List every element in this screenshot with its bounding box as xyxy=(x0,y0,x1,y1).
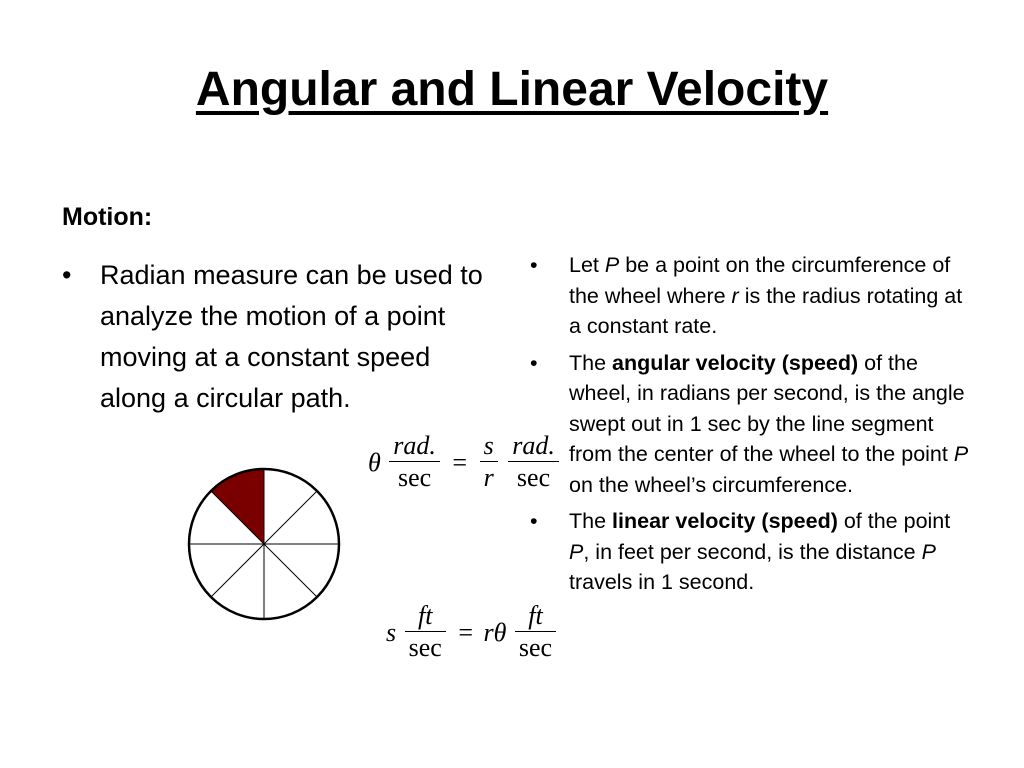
wheel-spoke xyxy=(264,491,317,544)
bullet-text-part: be a point on the circumference of the wheel where xyxy=(569,253,951,308)
angular-velocity-formula xyxy=(368,431,561,494)
bullet-text-part: The xyxy=(569,509,613,533)
highlighted-sector xyxy=(211,469,264,544)
point-p-var: P xyxy=(604,253,620,277)
theta-symbol: θ xyxy=(368,447,381,477)
left-bullet-text: Radian measure can be used to analyze the motion of a point moving at a constant speed along a circular path. xyxy=(100,260,483,413)
denominator: sec xyxy=(508,461,559,494)
bullet-text-part: Let xyxy=(569,253,605,277)
fraction xyxy=(508,431,559,494)
bullet-text-part: , in feet per second, is the distance xyxy=(583,539,922,564)
point-p-var: P xyxy=(921,539,936,564)
numerator: s xyxy=(483,431,494,460)
equals-sign: = xyxy=(458,617,473,647)
right-bullet-item xyxy=(530,250,970,342)
slide-title: Angular and Linear Velocity xyxy=(195,63,829,116)
s-symbol: s xyxy=(386,617,397,647)
denominator: sec xyxy=(405,631,446,664)
point-p-var: P xyxy=(569,539,584,564)
numerator: rad. xyxy=(393,431,436,460)
bullet-icon: • xyxy=(530,253,538,277)
fraction xyxy=(405,601,446,664)
bullet-text-part: on the wheel’s circumference. xyxy=(569,472,854,497)
motion-heading: Motion: xyxy=(62,203,153,231)
bullet-text-part: The xyxy=(569,350,613,375)
numerator: rad. xyxy=(512,431,555,460)
bullet-icon: • xyxy=(62,260,72,290)
denominator: sec xyxy=(389,461,440,494)
bullet-text-part: of the wheel, in radians per second, is the angle swept out in 1 sec by the line segment from the center of the wheel to the point xyxy=(569,350,965,466)
denominator: r xyxy=(480,461,498,494)
bullet-icon: • xyxy=(530,509,538,533)
bullet-text-part: is the radius rotating at a constant rate. xyxy=(569,283,963,338)
fraction xyxy=(480,431,498,494)
fraction xyxy=(389,431,440,494)
linear-velocity-formula xyxy=(386,601,558,664)
linear-velocity-term: linear velocity (speed) xyxy=(612,509,838,533)
numerator: ft xyxy=(418,601,433,630)
right-bullet-item xyxy=(530,506,970,598)
r-theta-expression: rθ xyxy=(483,617,507,647)
radius-r-var: r xyxy=(731,283,739,308)
right-bullet-item xyxy=(530,348,970,501)
bullet-icon: • xyxy=(530,350,538,375)
equals-sign: = xyxy=(452,447,468,477)
wheel-spoke xyxy=(264,544,317,597)
right-bullet-list xyxy=(530,250,970,604)
left-bullet-item xyxy=(62,255,492,419)
bullet-text-part: travels in 1 second. xyxy=(569,570,755,594)
point-p-var: P xyxy=(953,442,969,466)
wheel-diagram xyxy=(186,466,342,622)
denominator: sec xyxy=(515,631,556,664)
bullet-text-part: of the point xyxy=(837,509,951,533)
angular-velocity-term: angular velocity (speed) xyxy=(612,350,859,375)
left-bullet-list xyxy=(62,255,492,419)
wheel-spoke xyxy=(211,544,264,597)
fraction xyxy=(515,601,556,664)
numerator: ft xyxy=(528,601,543,630)
